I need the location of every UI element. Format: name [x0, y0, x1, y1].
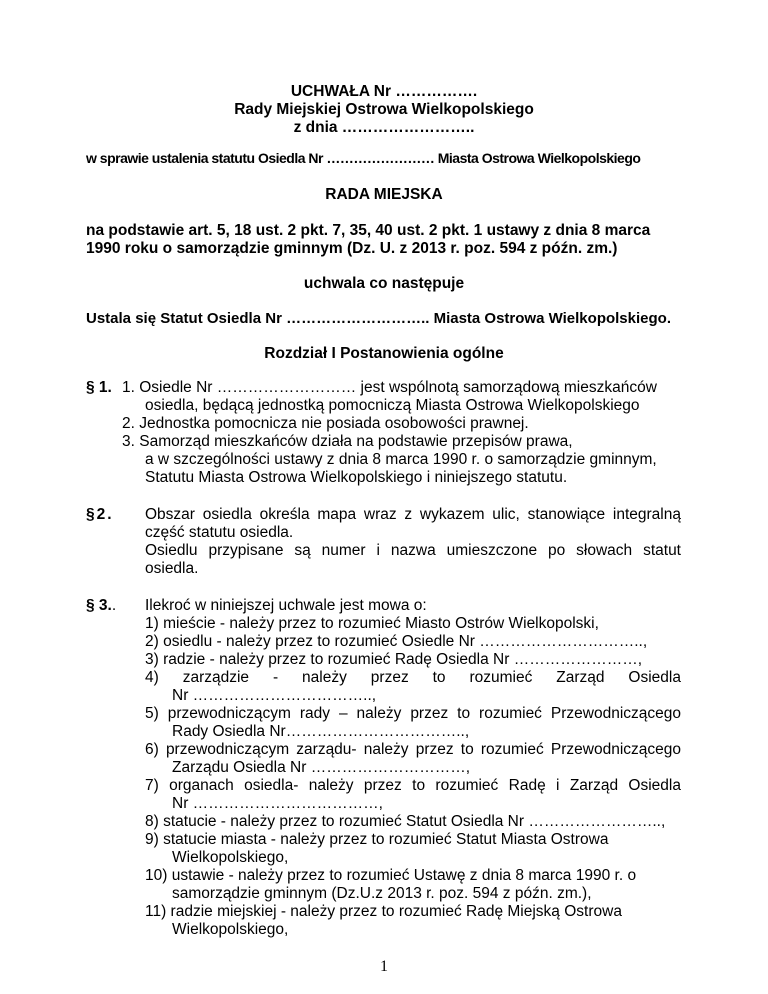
s1-line: Statutu Miasta Ostrowa Wielkopolskiego i niniejszego statutu. — [145, 469, 568, 486]
s2-line: Obszar osiedla określa mapa wraz z wykazem ulic, stanowiące integralną — [145, 506, 681, 523]
s2-line: Osiedlu przypisane są numer i nazwa umieszczone po słowach statut — [145, 542, 681, 559]
legal-basis-line-1: na podstawie art. 5, 18 ust. 2 pkt. 7, 35, 40 ust. 2 pkt. 1 ustawy z dnia 8 marca — [86, 222, 651, 239]
s3-item-cont: Nr …………………………….., — [172, 687, 377, 704]
s3-item-cont: Rady Osiedla Nr…………………………….., — [172, 723, 470, 740]
establish-statement: Ustala się Statut Osiedla Nr ……………………….. Miasta Ostrowa Wielkopolskiego. — [86, 310, 671, 327]
s3-item-cont: samorządzie gminnym (Dz.U.z 2013 r. poz. 594 z późn. zm.), — [172, 885, 592, 902]
section-2-label: §2. — [86, 506, 114, 523]
s1-line: osiedla, będącą jednostką pomocniczą Miasta Ostrowa Wielkopolskiego — [145, 397, 640, 414]
page-number: 1 — [380, 958, 388, 975]
s3-item-cont: Wielkopolskiego, — [172, 921, 289, 938]
s1-line: 1. Osiedle Nr ……………………… jest wspólnotą samorządową mieszkańców — [122, 379, 657, 396]
s2-line: osiedla. — [145, 560, 199, 577]
s3-item: 6) przewodniczącym zarządu- należy przez to rozumieć Przewodniczącego — [145, 741, 681, 758]
chapter-heading: Rozdział I Postanowienia ogólne — [264, 345, 504, 362]
s3-item: 11) radzie miejskiej - należy przez to rozumieć Radę Miejską Ostrowa — [145, 903, 622, 920]
section-1-label: § 1. — [86, 379, 112, 396]
s3-item: 4) zarządzie - należy przez to rozumieć Zarząd Osiedla — [145, 669, 681, 686]
council-heading: RADA MIEJSKA — [325, 186, 443, 203]
s1-line: a w szczególności ustawy z dnia 8 marca 1990 r. o samorządzie gminnym, — [145, 451, 657, 468]
section-3-label-suffix: . — [111, 597, 117, 614]
s3-item: 3) radzie - należy przez to rozumieć Radę Osiedla Nr ……………………, — [145, 651, 643, 668]
s3-item: 8) statucie - należy przez to rozumieć Statut Osiedla Nr …………………….., — [145, 813, 666, 830]
s1-line: 3. Samorząd mieszkańców działa na podstawie przepisów prawa, — [122, 433, 573, 450]
resolution-number: UCHWAŁA Nr ……………. — [290, 83, 478, 100]
s3-item-cont: Nr ………………………………, — [172, 795, 383, 812]
s3-item: 9) statucie miasta - należy przez to rozumieć Statut Miasta Ostrowa — [145, 831, 609, 848]
resolves-heading: uchwala co następuje — [303, 275, 465, 292]
council-name: Rady Miejskiej Ostrowa Wielkopolskiego — [234, 101, 534, 118]
section-3-label — [86, 597, 116, 615]
s3-item: 7) organach osiedla- należy przez to rozumieć Radę i Zarząd Osiedla — [145, 777, 681, 794]
s3-item-cont: Wielkopolskiego, — [172, 849, 289, 866]
resolution-subject: w sprawie ustalenia statutu Osiedla Nr …………………… Miasta Ostrowa Wielkopolskiego — [86, 150, 641, 166]
section-3-label-text: § 3. — [86, 597, 112, 614]
s3-item: 1) mieście - należy przez to rozumieć Miasto Ostrów Wielkopolski, — [145, 615, 599, 632]
s3-intro: Ilekroć w niniejszej uchwale jest mowa o: — [145, 597, 427, 614]
s3-item: 10) ustawie - należy przez to rozumieć Ustawę z dnia 8 marca 1990 r. o — [145, 867, 637, 884]
s3-item: 5) przewodniczącym rady – należy przez to rozumieć Przewodniczącego — [145, 705, 681, 722]
s2-line: część statutu osiedla. — [145, 524, 294, 541]
s1-line: 2. Jednostka pomocnicza nie posiada osobowości prawnej. — [122, 415, 529, 432]
s3-item-cont: Zarządu Osiedla Nr …………………………, — [172, 759, 470, 776]
s3-item: 2) osiedlu - należy przez to rozumieć Osiedle Nr ………………………….., — [145, 633, 648, 650]
resolution-date: z dnia …………………….. — [293, 119, 475, 136]
legal-basis-line-2: 1990 roku o samorządzie gminnym (Dz. U. z 2013 r. poz. 594 z późn. zm.) — [86, 240, 618, 257]
